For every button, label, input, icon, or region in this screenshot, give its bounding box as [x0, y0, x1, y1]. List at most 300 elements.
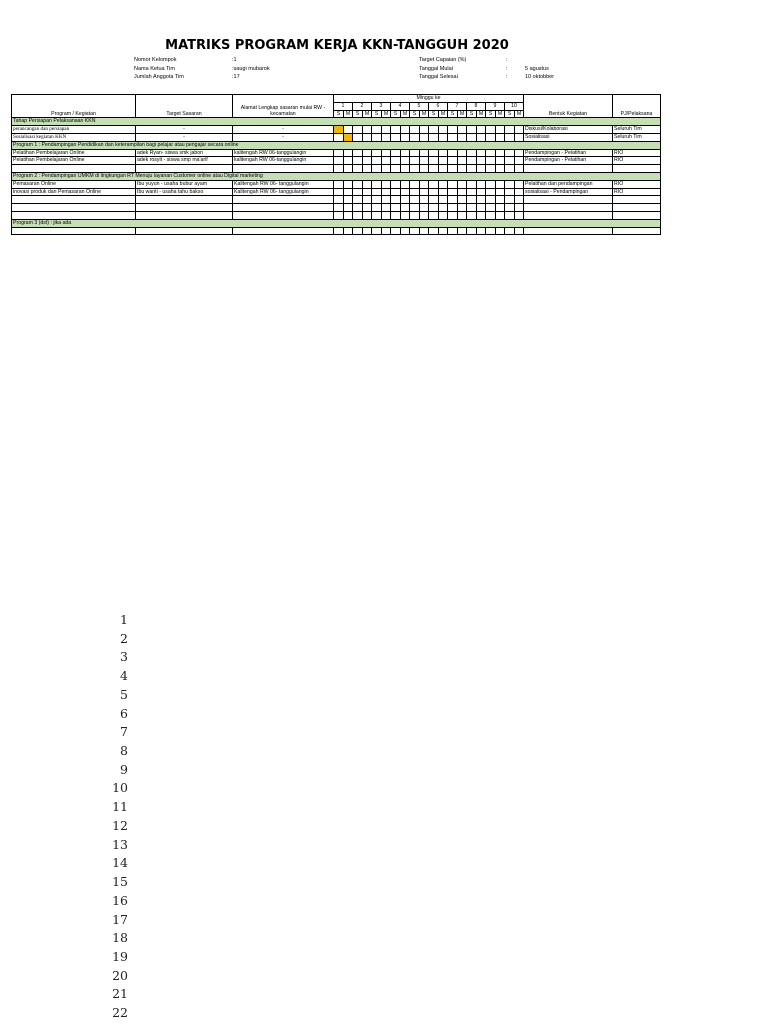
- schedule-cell: [486, 165, 496, 173]
- schedule-cell: [363, 196, 372, 204]
- header-row: [12, 95, 661, 103]
- cell-pj: RIO: [613, 180, 661, 188]
- table-row: [12, 211, 661, 219]
- header-minggu: Minggu ke: [334, 95, 524, 103]
- schedule-cell: [467, 157, 477, 165]
- schedule-cell: [429, 211, 439, 219]
- header-target: Target Sasaran: [136, 95, 233, 118]
- cell-alamat: [233, 204, 334, 212]
- schedule-cell: [382, 188, 391, 196]
- schedule-cell: [486, 211, 496, 219]
- schedule-cell: [401, 133, 410, 141]
- cell-alamat: [233, 211, 334, 219]
- schedule-cell: [353, 188, 363, 196]
- schedule-cell: [420, 133, 429, 141]
- schedule-cell: [505, 149, 515, 157]
- schedule-cell: [429, 126, 439, 134]
- meta-value-nomor-kelompok: :1: [232, 57, 237, 63]
- schedule-cell: [448, 196, 458, 204]
- schedule-cell-marked: [334, 126, 344, 134]
- schedule-cell: [515, 157, 524, 165]
- line-number: 8: [120, 743, 128, 759]
- schedule-cell: [391, 165, 401, 173]
- schedule-cell: [505, 133, 515, 141]
- schedule-cell: [496, 133, 505, 141]
- cell-pj: [613, 227, 661, 235]
- schedule-cell: [410, 196, 420, 204]
- header-bentuk: Bentuk Kegiatan: [524, 95, 613, 118]
- schedule-cell: [515, 204, 524, 212]
- cell-pj: [613, 196, 661, 204]
- cell-target: Ibu yuyun - usaha bubur ayam: [136, 180, 233, 188]
- schedule-cell: [439, 126, 448, 134]
- cell-alamat: [233, 227, 334, 235]
- schedule-cell: [372, 165, 382, 173]
- cell-bentuk: Pelatihan dan pendampingan: [524, 180, 613, 188]
- cell-pj: [613, 165, 661, 173]
- schedule-cell: [458, 211, 467, 219]
- header-week-5: 5: [410, 102, 429, 110]
- cell-target: [136, 196, 233, 204]
- schedule-cell: [382, 196, 391, 204]
- schedule-cell: [344, 157, 353, 165]
- schedule-cell: [382, 180, 391, 188]
- schedule-cell: [439, 211, 448, 219]
- schedule-cell: [505, 211, 515, 219]
- schedule-cell: [410, 133, 420, 141]
- schedule-cell: [420, 126, 429, 134]
- schedule-cell: [410, 165, 420, 173]
- schedule-cell: [515, 227, 524, 235]
- meta-label-nama-ketua: Nama Ketua Tim: [134, 65, 175, 72]
- header-sm-m: M: [477, 110, 486, 118]
- schedule-cell: [505, 165, 515, 173]
- schedule-cell: [401, 227, 410, 235]
- schedule-cell: [353, 211, 363, 219]
- schedule-cell: [448, 188, 458, 196]
- cell-alamat: [233, 196, 334, 204]
- schedule-cell: [448, 133, 458, 141]
- schedule-cell: [458, 149, 467, 157]
- schedule-cell: [467, 196, 477, 204]
- header-sm-s: S: [505, 110, 515, 118]
- header-sm-m: M: [401, 110, 410, 118]
- schedule-cell: [372, 149, 382, 157]
- cell-pj: [613, 211, 661, 219]
- cell-program: inovasi produk dan Pemasaran Online: [12, 188, 136, 196]
- section-row: [12, 118, 661, 126]
- schedule-cell: [515, 180, 524, 188]
- line-number: 10: [112, 780, 128, 796]
- cell-program: Pelatihan Pembelajaran Online: [12, 157, 136, 165]
- header-sm-s: S: [334, 110, 344, 118]
- header-sm-m: M: [363, 110, 372, 118]
- header-sm-s: S: [429, 110, 439, 118]
- header-week-4: 4: [391, 102, 410, 110]
- schedule-cell: [496, 204, 505, 212]
- schedule-cell: [391, 196, 401, 204]
- header-week-2: 2: [353, 102, 372, 110]
- schedule-cell: [429, 180, 439, 188]
- schedule-cell: [353, 196, 363, 204]
- schedule-cell: [505, 204, 515, 212]
- schedule-cell: [353, 133, 363, 141]
- header-sm-m: M: [420, 110, 429, 118]
- cell-program: Pelatihan Pembelajaran Online: [12, 149, 136, 157]
- meta-sep: :: [506, 74, 508, 81]
- meta-label-target-capaian: Target Capaian (%): [419, 57, 467, 63]
- section-row: [12, 172, 661, 180]
- schedule-cell: [420, 196, 429, 204]
- schedule-cell: [439, 157, 448, 165]
- schedule-cell: [382, 149, 391, 157]
- schedule-cell: [363, 157, 372, 165]
- line-number: 1: [120, 612, 128, 627]
- schedule-cell: [429, 188, 439, 196]
- cell-bentuk: [524, 227, 613, 235]
- schedule-cell: [391, 188, 401, 196]
- schedule-cell: [401, 188, 410, 196]
- section-title: Program 2 : Pendampingan UMKM di lingkungan RT Menuju layanan Customer online atau Digital marketing: [12, 172, 661, 180]
- line-number: 20: [112, 967, 128, 983]
- schedule-cell: [496, 188, 505, 196]
- schedule-cell: [410, 227, 420, 235]
- header-sm-s: S: [353, 110, 363, 118]
- cell-alamat: -: [233, 126, 334, 134]
- schedule-cell: [382, 227, 391, 235]
- schedule-cell: [439, 165, 448, 173]
- cell-target: Ibu wanti - usaha tahu bakso: [136, 188, 233, 196]
- table-row: [12, 188, 661, 196]
- program-matrix-table: [11, 94, 661, 235]
- schedule-cell: [334, 180, 344, 188]
- header-sm-s: S: [410, 110, 420, 118]
- schedule-cell: [477, 165, 486, 173]
- schedule-cell: [429, 165, 439, 173]
- schedule-cell: [353, 204, 363, 212]
- schedule-cell: [505, 227, 515, 235]
- schedule-cell: [505, 126, 515, 134]
- line-number: 13: [112, 836, 128, 852]
- schedule-cell: [496, 180, 505, 188]
- cell-target: adek Ryan- siswa smk jabon: [136, 149, 233, 157]
- schedule-cell: [420, 211, 429, 219]
- table-row: [12, 133, 661, 141]
- header-sm-s: S: [448, 110, 458, 118]
- schedule-cell: [477, 204, 486, 212]
- schedule-cell: [372, 211, 382, 219]
- schedule-cell: [334, 196, 344, 204]
- schedule-cell: [467, 227, 477, 235]
- schedule-cell: [467, 165, 477, 173]
- cell-target: [136, 211, 233, 219]
- schedule-cell: [382, 165, 391, 173]
- table-row: [12, 196, 661, 204]
- line-number: 6: [120, 705, 128, 721]
- schedule-cell: [372, 180, 382, 188]
- cell-target: [136, 204, 233, 212]
- cell-target: adek rosyit - siswa smp ma'arif: [136, 157, 233, 165]
- schedule-cell: [391, 204, 401, 212]
- schedule-cell: [486, 227, 496, 235]
- cell-pj: RIO: [613, 149, 661, 157]
- schedule-cell: [382, 211, 391, 219]
- schedule-cell: [515, 188, 524, 196]
- schedule-cell: [486, 180, 496, 188]
- schedule-cell: [372, 196, 382, 204]
- cell-pj: Seluruh Tim: [613, 126, 661, 134]
- schedule-cell: [334, 157, 344, 165]
- schedule-cell: [410, 157, 420, 165]
- line-number: 7: [120, 724, 128, 740]
- schedule-cell: [353, 157, 363, 165]
- schedule-cell: [344, 188, 353, 196]
- cell-bentuk: Pendampingan - Pelatihan: [524, 149, 613, 157]
- schedule-cell: [458, 188, 467, 196]
- schedule-cell: [363, 133, 372, 141]
- schedule-cell: [334, 165, 344, 173]
- schedule-cell: [391, 133, 401, 141]
- schedule-cell: [363, 188, 372, 196]
- schedule-cell: [515, 196, 524, 204]
- cell-target: -: [136, 133, 233, 141]
- schedule-cell: [353, 180, 363, 188]
- meta-left-labels: [134, 56, 184, 82]
- table-row: [12, 126, 661, 134]
- meta-value-tanggal-mulai: 5 agustus: [525, 65, 549, 72]
- header-sm-m: M: [382, 110, 391, 118]
- schedule-cell: [448, 204, 458, 212]
- table-row: [12, 227, 661, 235]
- schedule-cell: [420, 165, 429, 173]
- schedule-cell: [515, 149, 524, 157]
- schedule-cell: [372, 157, 382, 165]
- schedule-cell: [363, 126, 372, 134]
- schedule-cell: [420, 227, 429, 235]
- schedule-cell: [448, 149, 458, 157]
- cell-bentuk: sosialisasi - Pendampingan: [524, 188, 613, 196]
- schedule-cell-marked: [344, 133, 353, 141]
- schedule-cell: [467, 188, 477, 196]
- table-row: [12, 149, 661, 157]
- schedule-cell: [458, 126, 467, 134]
- header-sm-s: S: [467, 110, 477, 118]
- schedule-cell: [458, 157, 467, 165]
- schedule-cell: [467, 133, 477, 141]
- schedule-cell: [448, 165, 458, 173]
- cell-pj: RIO: [613, 188, 661, 196]
- schedule-cell: [391, 211, 401, 219]
- cell-bentuk: Sosialisasi: [524, 133, 613, 141]
- schedule-cell: [467, 180, 477, 188]
- meta-label-jumlah-anggota: Jumlah Anggota Tim: [134, 74, 184, 81]
- schedule-cell: [344, 227, 353, 235]
- section-title: Program 1 : Pendampingan Pendidikan dan keterampilan bagi pelajar atau pengajar secara online: [12, 141, 661, 149]
- schedule-cell: [496, 165, 505, 173]
- schedule-cell: [344, 204, 353, 212]
- cell-pj: Seluruh Tim: [613, 133, 661, 141]
- schedule-cell: [477, 149, 486, 157]
- schedule-cell: [439, 196, 448, 204]
- schedule-cell: [458, 165, 467, 173]
- schedule-cell: [420, 204, 429, 212]
- schedule-cell: [420, 180, 429, 188]
- schedule-cell: [496, 196, 505, 204]
- header-week-1: 1: [334, 102, 353, 110]
- schedule-cell: [363, 204, 372, 212]
- line-number: 2: [120, 630, 128, 646]
- schedule-cell: [429, 204, 439, 212]
- cell-alamat: -: [233, 133, 334, 141]
- header-week-10: 10: [505, 102, 524, 110]
- header-pj: PJ/Pelaksana: [613, 95, 661, 118]
- schedule-cell: [439, 133, 448, 141]
- schedule-cell: [372, 227, 382, 235]
- schedule-cell: [401, 149, 410, 157]
- schedule-cell: [515, 165, 524, 173]
- line-number: 19: [112, 948, 128, 964]
- schedule-cell: [458, 204, 467, 212]
- meta-value-tanggal-selesai: 10 oktobber: [525, 74, 555, 81]
- schedule-cell: [477, 211, 486, 219]
- header-week-9: 9: [486, 102, 505, 110]
- header-sm-m: M: [496, 110, 505, 118]
- schedule-cell: [410, 126, 420, 134]
- schedule-cell: [382, 133, 391, 141]
- schedule-cell: [486, 149, 496, 157]
- meta-right-values: [525, 56, 554, 82]
- cell-alamat: [233, 165, 334, 173]
- schedule-cell: [486, 157, 496, 165]
- line-number: 9: [120, 761, 128, 777]
- table-row: [12, 165, 661, 173]
- schedule-cell: [505, 188, 515, 196]
- cell-bentuk: Pendampingan - Pelatihan: [524, 157, 613, 165]
- schedule-cell: [382, 157, 391, 165]
- header-program: Program / Kegiatan: [12, 95, 136, 118]
- schedule-cell: [458, 133, 467, 141]
- schedule-cell: [372, 133, 382, 141]
- schedule-cell: [429, 196, 439, 204]
- schedule-cell: [344, 165, 353, 173]
- meta-label-tanggal-selesai: Tanggal Selesai: [419, 74, 458, 81]
- schedule-cell: [515, 211, 524, 219]
- schedule-cell: [505, 180, 515, 188]
- schedule-cell: [372, 204, 382, 212]
- meta-right-seps: [506, 56, 508, 82]
- schedule-cell: [496, 126, 505, 134]
- header-week-7: 7: [448, 102, 467, 110]
- line-number: 15: [112, 874, 128, 890]
- schedule-cell: [363, 211, 372, 219]
- cell-bentuk: [524, 211, 613, 219]
- line-number: 16: [112, 892, 128, 908]
- schedule-cell: [410, 204, 420, 212]
- schedule-cell: [353, 227, 363, 235]
- line-number: 18: [112, 930, 128, 946]
- meta-value-nama-ketua: :saugi mubarok: [232, 65, 270, 72]
- header-sm-m: M: [439, 110, 448, 118]
- schedule-cell: [344, 149, 353, 157]
- schedule-cell: [467, 204, 477, 212]
- schedule-cell: [334, 149, 344, 157]
- schedule-cell: [486, 126, 496, 134]
- schedule-cell: [439, 188, 448, 196]
- schedule-cell: [353, 165, 363, 173]
- cell-program: [12, 196, 136, 204]
- schedule-cell: [486, 133, 496, 141]
- schedule-cell: [505, 196, 515, 204]
- schedule-cell: [486, 204, 496, 212]
- schedule-cell: [382, 204, 391, 212]
- cell-program: Sosialisasi kegiatan KKN: [12, 133, 136, 141]
- line-number: 12: [112, 817, 128, 833]
- schedule-cell: [496, 211, 505, 219]
- schedule-cell: [477, 126, 486, 134]
- schedule-cell: [353, 126, 363, 134]
- cell-program: [12, 211, 136, 219]
- line-number: 3: [120, 649, 128, 665]
- cell-pj: RIO: [613, 157, 661, 165]
- schedule-cell: [439, 149, 448, 157]
- schedule-cell: [467, 149, 477, 157]
- line-number-gutter: [106, 611, 128, 1023]
- schedule-cell: [382, 126, 391, 134]
- line-number: 5: [120, 686, 128, 702]
- meta-right-labels: [419, 56, 466, 82]
- header-sm-s: S: [391, 110, 401, 118]
- section-row: [12, 141, 661, 149]
- page-title: MATRIKS PROGRAM KERJA KKN-TANGGUH 2020: [165, 38, 509, 53]
- schedule-cell: [515, 133, 524, 141]
- schedule-cell: [363, 165, 372, 173]
- schedule-cell: [486, 196, 496, 204]
- header-week-3: 3: [372, 102, 391, 110]
- section-title: Tahap Persiapan Pelaksanaan KKN: [12, 118, 661, 126]
- schedule-cell: [420, 188, 429, 196]
- meta-value-target-capaian: [525, 56, 554, 65]
- schedule-cell: [391, 180, 401, 188]
- schedule-cell: [448, 227, 458, 235]
- line-number: 17: [112, 911, 128, 927]
- schedule-cell: [344, 211, 353, 219]
- schedule-cell: [429, 133, 439, 141]
- schedule-cell: [344, 180, 353, 188]
- schedule-cell: [391, 126, 401, 134]
- schedule-cell: [334, 204, 344, 212]
- cell-alamat: kalitengah RW 06-tanggulangin: [233, 149, 334, 157]
- schedule-cell: [420, 149, 429, 157]
- cell-alamat: kalitengah RW 06-tanggulangin: [233, 157, 334, 165]
- schedule-cell: [496, 149, 505, 157]
- section-row: [12, 219, 661, 227]
- schedule-cell: [477, 157, 486, 165]
- schedule-cell: [391, 149, 401, 157]
- schedule-cell: [410, 180, 420, 188]
- line-number: 14: [112, 855, 128, 871]
- schedule-cell: [448, 180, 458, 188]
- schedule-cell: [429, 149, 439, 157]
- schedule-cell: [515, 126, 524, 134]
- schedule-cell: [448, 157, 458, 165]
- header-sm-m: M: [344, 110, 353, 118]
- table-row: [12, 204, 661, 212]
- schedule-cell: [439, 227, 448, 235]
- schedule-cell: [401, 204, 410, 212]
- schedule-cell: [334, 188, 344, 196]
- schedule-cell: [410, 149, 420, 157]
- schedule-cell: [391, 157, 401, 165]
